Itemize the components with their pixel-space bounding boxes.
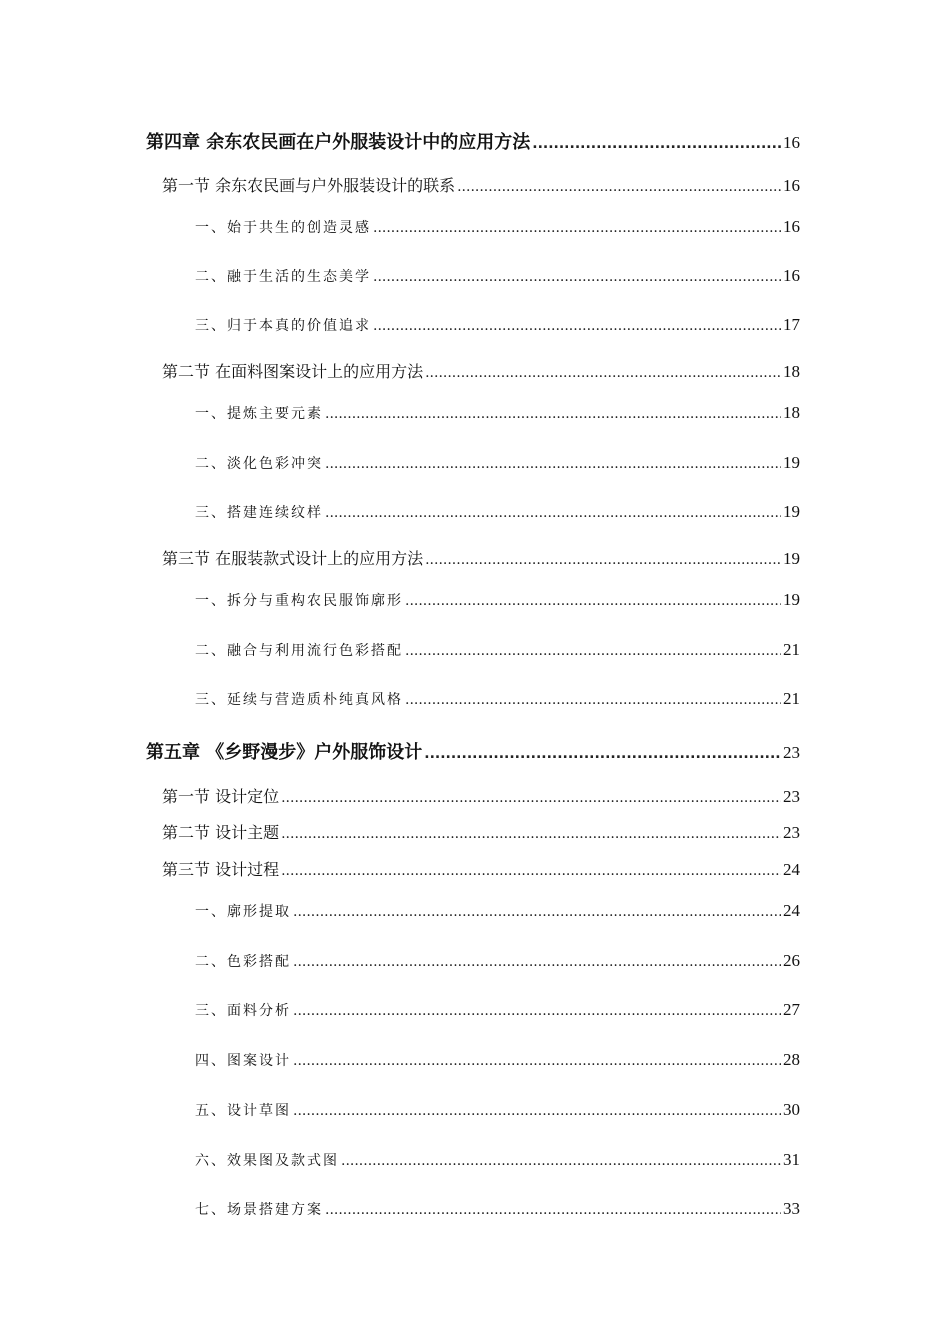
dot-leader xyxy=(373,269,781,285)
dot-leader xyxy=(325,456,781,472)
toc-page-number: 28 xyxy=(783,1050,800,1069)
dot-leader xyxy=(405,643,781,659)
toc-subsection-4-2-3[interactable] xyxy=(195,502,800,522)
dot-leader xyxy=(405,692,781,708)
toc-section-4-1[interactable] xyxy=(162,173,800,196)
toc-page-number: 23 xyxy=(783,823,800,842)
dot-leader xyxy=(293,954,781,970)
toc-entry-title: 三、归于本真的价值追求 xyxy=(195,318,371,334)
toc-subsection-5-3-6[interactable] xyxy=(195,1150,800,1170)
dot-leader xyxy=(341,1153,781,1169)
toc-page-number: 23 xyxy=(783,787,800,806)
toc-entry-title: 三、搭建连续纹样 xyxy=(195,505,323,521)
toc-section-4-3[interactable] xyxy=(162,546,800,569)
dot-leader xyxy=(373,220,781,236)
toc-subsection-4-1-1[interactable] xyxy=(195,217,800,237)
toc-page-number: 30 xyxy=(783,1100,800,1119)
toc-entry-title: 二、融于生活的生态美学 xyxy=(195,269,371,285)
toc-entry-title: 第四章 余东农民画在户外服装设计中的应用方法 xyxy=(146,132,531,153)
toc-subsection-4-3-1[interactable] xyxy=(195,590,800,610)
toc-page-number: 33 xyxy=(783,1199,800,1218)
dot-leader xyxy=(425,365,781,381)
toc-entry-title: 二、融合与利用流行色彩搭配 xyxy=(195,643,403,659)
toc-entry-title: 第二节 设计主题 xyxy=(162,823,280,842)
toc-page-number: 21 xyxy=(783,689,800,708)
toc-entry-title: 一、始于共生的创造灵感 xyxy=(195,220,371,236)
toc-subsection-4-1-3[interactable] xyxy=(195,315,800,335)
toc-page-number: 16 xyxy=(783,266,800,285)
toc-subsection-4-2-2[interactable] xyxy=(195,453,800,473)
toc-page-number: 19 xyxy=(783,590,800,609)
toc-section-4-2[interactable] xyxy=(162,359,800,382)
toc-section-5-1[interactable] xyxy=(162,784,800,807)
dot-leader xyxy=(424,746,781,762)
toc-page-number: 31 xyxy=(783,1150,800,1169)
toc-entry-title: 三、延续与营造质朴纯真风格 xyxy=(195,692,403,708)
dot-leader xyxy=(325,1202,781,1218)
dot-leader xyxy=(532,136,781,152)
toc-subsection-5-3-7[interactable] xyxy=(195,1199,800,1219)
toc-entry-title: 一、廓形提取 xyxy=(195,904,291,920)
dot-leader xyxy=(281,826,781,842)
toc-entry-title: 七、场景搭建方案 xyxy=(195,1202,323,1218)
dot-leader xyxy=(405,593,781,609)
toc-page-number: 24 xyxy=(783,901,800,920)
toc-page-number: 19 xyxy=(783,453,800,472)
toc-page-number: 17 xyxy=(783,315,800,334)
toc-entry-title: 第三节 在服装款式设计上的应用方法 xyxy=(162,549,424,568)
toc-subsection-4-3-2[interactable] xyxy=(195,640,800,660)
toc-subsection-5-3-4[interactable] xyxy=(195,1050,800,1070)
toc-subsection-4-3-3[interactable] xyxy=(195,689,800,709)
toc-subsection-4-2-1[interactable] xyxy=(195,403,800,423)
toc-subsection-5-3-2[interactable] xyxy=(195,951,800,971)
toc-entry-title: 三、面料分析 xyxy=(195,1003,291,1019)
toc-page-number: 16 xyxy=(783,176,800,195)
dot-leader xyxy=(293,904,781,920)
toc-entry-title: 第二节 在面料图案设计上的应用方法 xyxy=(162,362,424,381)
toc-chapter-4[interactable] xyxy=(146,128,800,154)
dot-leader xyxy=(325,505,781,521)
toc-section-5-2[interactable] xyxy=(162,820,800,843)
toc-entry-title: 二、色彩搭配 xyxy=(195,954,291,970)
toc-entry-title: 二、淡化色彩冲突 xyxy=(195,456,323,472)
dot-leader xyxy=(325,406,781,422)
toc-subsection-4-1-2[interactable] xyxy=(195,266,800,286)
toc-entry-title: 第三节 设计过程 xyxy=(162,860,280,879)
toc-entry-title: 一、提炼主要元素 xyxy=(195,406,323,422)
dot-leader xyxy=(293,1003,781,1019)
toc-page-number: 19 xyxy=(783,502,800,521)
dot-leader xyxy=(425,552,781,568)
toc-entry-title: 六、效果图及款式图 xyxy=(195,1153,339,1169)
toc-page-number: 16 xyxy=(783,217,800,236)
toc-chapter-5[interactable] xyxy=(146,738,800,764)
toc-subsection-5-3-1[interactable] xyxy=(195,901,800,921)
toc-entry-title: 第一节 设计定位 xyxy=(162,787,280,806)
toc-page-number: 26 xyxy=(783,951,800,970)
toc-page-number: 27 xyxy=(783,1000,800,1019)
dot-leader xyxy=(293,1053,781,1069)
toc-entry-title: 四、图案设计 xyxy=(195,1053,291,1069)
toc-subsection-5-3-5[interactable] xyxy=(195,1100,800,1120)
toc-page-number: 19 xyxy=(783,549,800,568)
dot-leader xyxy=(281,790,781,806)
toc-page-number: 18 xyxy=(783,403,800,422)
toc-page-number: 18 xyxy=(783,362,800,381)
toc-page-number: 16 xyxy=(783,133,800,152)
dot-leader xyxy=(281,863,781,879)
toc-entry-title: 第一节 余东农民画与户外服装设计的联系 xyxy=(162,176,456,195)
dot-leader xyxy=(457,179,781,195)
dot-leader xyxy=(373,318,781,334)
toc-entry-title: 五、设计草图 xyxy=(195,1103,291,1119)
toc-entry-title: 第五章 《乡野漫步》户外服饰设计 xyxy=(146,742,423,763)
toc-page-number: 23 xyxy=(783,743,800,762)
dot-leader xyxy=(293,1103,781,1119)
toc-page-number: 21 xyxy=(783,640,800,659)
toc-subsection-5-3-3[interactable] xyxy=(195,1000,800,1020)
toc-entry-title: 一、拆分与重构农民服饰廓形 xyxy=(195,593,403,609)
toc-page-number: 24 xyxy=(783,860,800,879)
toc-section-5-3[interactable] xyxy=(162,857,800,880)
